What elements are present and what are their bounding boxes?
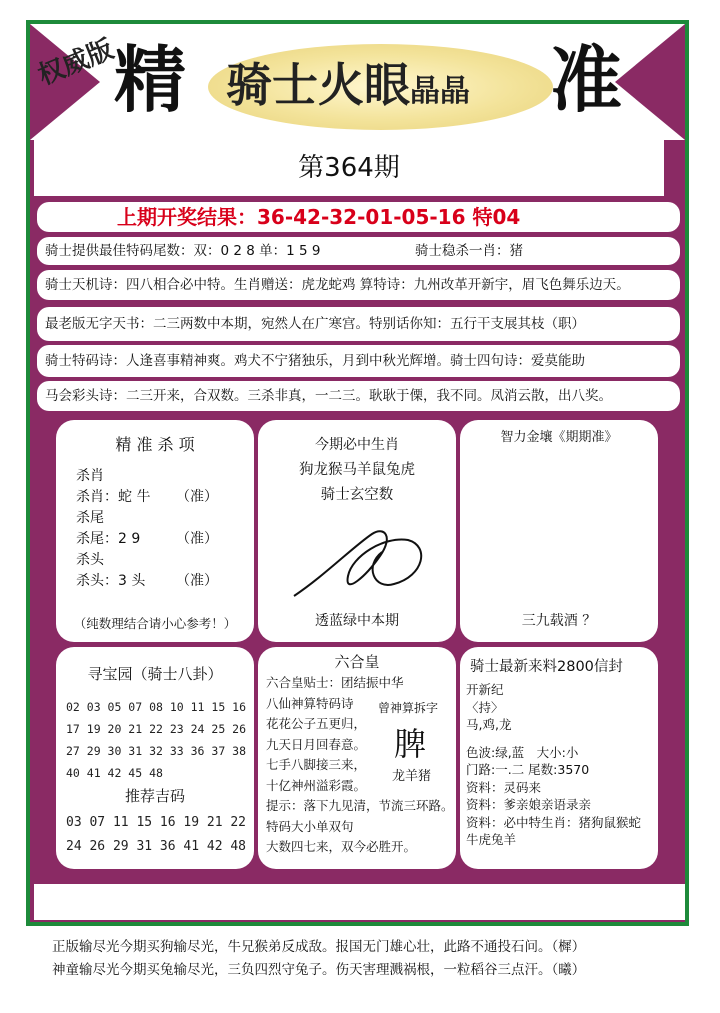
latest-line: 〈持〉 <box>466 699 504 715</box>
zodiac-line2: 狗龙猴马羊鼠兔虎 <box>299 462 415 478</box>
wisdom-bottom: 三九载酒 ？ <box>521 613 597 629</box>
last-result: 上期开奖结果：36-42-32-01-05-16 特04 <box>37 202 680 232</box>
info-row-5: 马会彩头诗：二三开来，合双数。三杀非真，一二三。耿耿于傈，我不同。凤消云散，出八奖。 <box>37 381 680 411</box>
kill-line: 杀头：3 头 <box>76 573 146 589</box>
latest-line: 色波:绿,蓝 大小:小 <box>466 744 579 760</box>
kill-line: 杀尾：2 9 <box>76 531 141 547</box>
big-char-left: 精 <box>114 37 187 122</box>
footer-line-2: 神童输尽光今期买兔输尽光，三负四烈守兔子。伤天害理溅祸根，一粒稻谷三点汗。（曦） <box>52 962 586 978</box>
tail-numbers: 骑士提供最佳特码尾数：双：0 2 8 单：1 5 9 <box>45 243 321 259</box>
info-row-2: 骑士天机诗：四八相合必中特。生肖赠送：虎龙蛇鸡 算特诗：九州改革开新宇，眉飞色舞乐边天。 <box>37 270 680 300</box>
right-triangle-decoration <box>615 24 685 140</box>
zodiac-box <box>258 420 456 642</box>
kill-tag: （准） <box>176 531 218 547</box>
authority-badge: 权威版 <box>34 34 118 92</box>
number-row: 02 03 05 07 08 10 11 15 16 <box>66 700 247 714</box>
liuhe-line: 六合皇贴士：团结振中华 <box>266 675 404 690</box>
wisdom-title: 智力金壤《期期准》 <box>500 430 618 445</box>
zodiac-bottom: 透蓝绿中本期 <box>315 613 399 629</box>
kill-tag: （准） <box>176 489 218 505</box>
latest-line: 资料：灵码来 <box>466 779 542 795</box>
kill-tag: （准） <box>176 573 218 589</box>
title-small: 晶晶 <box>410 74 470 109</box>
page-title <box>226 58 470 112</box>
kill-box <box>56 420 254 642</box>
zodiac-line1: 今期必中生肖 <box>315 437 399 453</box>
info-row-1 <box>37 237 680 265</box>
liuhe-box <box>258 647 456 869</box>
treasure-box <box>56 647 254 869</box>
big-char-right: 准 <box>550 37 623 122</box>
latest-line: 马,鸡,龙 <box>466 717 512 732</box>
latest-lines <box>466 681 641 849</box>
kill-line: 杀肖 <box>76 468 104 484</box>
latest-line: 资料：必中特生肖：猪狗鼠猴蛇 <box>466 814 642 830</box>
split-char-title: 曾神算拆字 <box>378 701 439 715</box>
liuhe-line: 九天日月回春意。 <box>266 736 367 752</box>
latest-title: 骑士最新来料2800信封 <box>470 659 623 675</box>
kill-line: 杀头 <box>76 552 104 568</box>
liuhe-line: 十亿神州溢彩霞。 <box>266 777 367 793</box>
latest-line: 开新纪 <box>466 682 504 697</box>
split-char-answer: 龙羊猪 <box>392 769 432 784</box>
kill-note: （纯数理结合请小心参考！） <box>73 616 237 631</box>
number-row: 24 26 29 31 36 41 42 48 <box>66 839 247 854</box>
number-row: 03 07 11 15 16 19 21 22 <box>66 815 247 830</box>
kill-line: 杀尾 <box>76 510 104 526</box>
kill-box-title: 精 准 杀 项 <box>115 435 195 454</box>
latest-box <box>460 647 658 869</box>
liuhe-line: 八仙神算特码诗 <box>266 695 354 711</box>
kill-zodiac: 骑士稳杀一肖：猪 <box>415 243 523 259</box>
info-row-4: 骑士特码诗：人逢喜事精神爽。鸡犬不宁猪独乐，月到中秋光辉增。骑士四句诗：爱莫能助 <box>37 345 680 377</box>
latest-line: 门路:一.二 尾数:3570 <box>466 762 590 777</box>
liuhe-line: 提示：落下九见清，节流三环路。 <box>266 798 454 813</box>
number-row: 17 19 20 21 22 23 24 25 26 <box>66 722 247 736</box>
number-row: 27 29 30 31 32 33 36 37 38 <box>66 744 247 758</box>
issue-number: 第364期 <box>34 140 664 196</box>
kill-line: 杀肖：蛇 牛 <box>76 489 151 505</box>
title-main: 骑士火眼 <box>226 58 410 112</box>
liuhe-line: 七手八脚接三来， <box>266 757 367 772</box>
header-banner <box>30 24 685 140</box>
recommend-numbers <box>66 811 246 859</box>
liuhe-line: 特码大小单双句 <box>266 818 354 834</box>
latest-line: 牛虎兔羊 <box>466 832 517 847</box>
info-row-3: 最老版无字天书：二三两数中本期，宛然人在广寒宫。特别话你知：五行干支展其枝（职） <box>37 307 680 341</box>
latest-line: 资料：爹亲娘亲语录亲 <box>466 797 592 812</box>
wisdom-box <box>460 420 658 642</box>
recommend-title: 推荐吉码 <box>124 787 185 805</box>
split-char: 脾 <box>394 725 427 763</box>
kill-tags <box>176 487 218 592</box>
treasure-title: 寻宝园（骑士八卦） <box>87 665 223 683</box>
zodiac-line3: 骑士玄空数 <box>320 487 394 503</box>
bottom-strip <box>34 884 685 920</box>
kill-lines <box>76 466 150 592</box>
liuhe-line: 花花公子五更归， <box>266 716 367 731</box>
liuhe-line: 大数四七来，双今必胜开。 <box>266 839 417 854</box>
treasure-numbers <box>66 696 246 784</box>
number-row: 40 41 42 45 48 <box>66 766 163 780</box>
footer-line-1: 正版输尽光今期买狗输尽光，牛兄猴弟反成敌。报国无门雄心壮，此路不通投石问。（樨） <box>52 939 586 955</box>
liuhe-title: 六合皇 <box>334 653 380 671</box>
signature-scribble <box>284 506 434 606</box>
